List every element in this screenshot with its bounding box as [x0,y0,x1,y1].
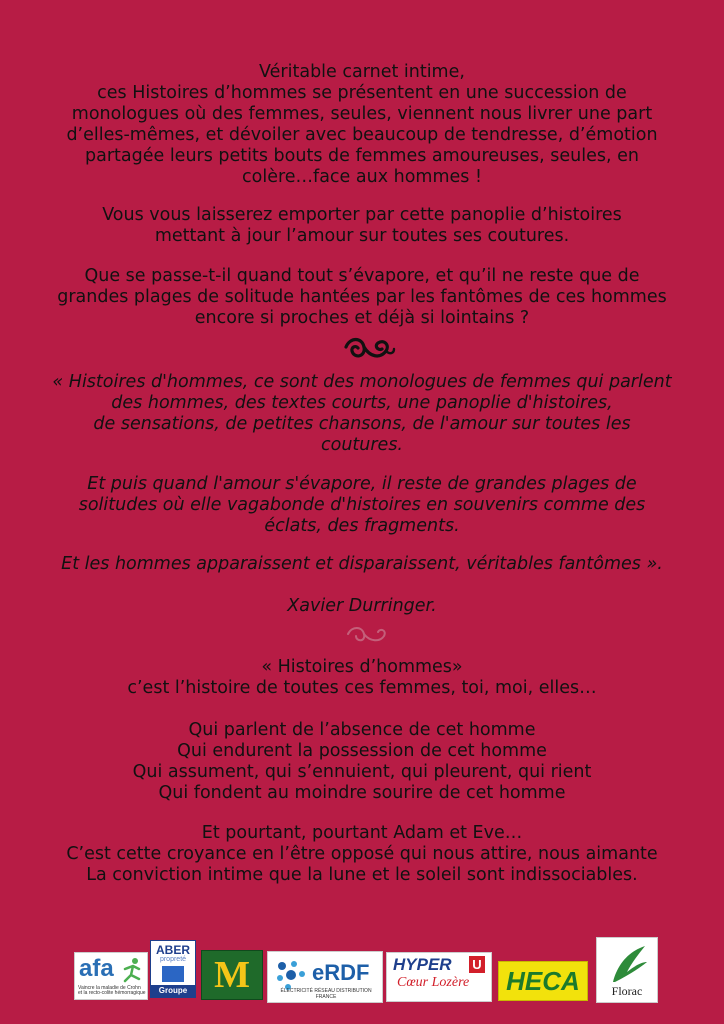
text-line: Qui parlent de l’absence de cet homme [188,720,536,740]
aber-name: ABER [155,943,190,957]
text-line: d’elles-mêmes, et dévoiler avec beaucoup de tendresse, d’émotion [66,125,658,145]
aber-group: Groupe [151,985,195,997]
text-line: partagée leurs petits bouts de femmes amoureuses, seules, en [85,146,639,166]
text-line: encore si proches et déjà si lointains ? [194,308,530,328]
intro-paragraph [20,62,704,188]
text-line: « Histoires d’hommes» [261,657,463,677]
afa-logo-text: afa [79,955,114,982]
flourish-ornament-icon [342,335,396,363]
text-line: c’est l’histoire de toutes ces femmes, toi, moi, elles… [127,678,597,698]
text-line: Et puis quand l'amour s'évapore, il reste de grandes plages de [87,474,637,494]
quote-paragraph [20,372,704,456]
erdf-name: eRDF [312,960,370,985]
text-line: solitudes où elle vagabonde d'histoires en souvenirs comme des [78,495,646,515]
text-line: Et les hommes apparaissent et disparaissent, véritables fantômes ». [61,554,663,574]
text-line: Qui endurent la possession de cet homme [177,741,547,761]
poem-stanza [20,720,704,804]
quote-author [20,596,704,617]
text-line: Et pourtant, pourtant Adam et Eve… [201,823,523,843]
mcdonalds-logo [201,950,263,1000]
leaf-icon [607,942,649,984]
hyper-u-logo [386,952,492,1002]
text-line: colère…face aux hommes ! [242,167,482,187]
aber-subtitle: propreté [159,956,187,963]
sponsor-logos [0,935,724,1015]
text-line: Que se passe-t-il quand tout s’évapore, et qu’il ne reste que de [84,266,640,286]
text-line: C’est cette croyance en l’être opposé qui nous attire, nous aimante [66,844,658,864]
poem-closing [20,823,704,886]
hyper-u-name: HYPER [393,955,452,974]
erdf-logo [267,951,383,1003]
hyper-u-subtitle: Cœur Lozère [397,975,470,990]
aber-emblem-icon [162,966,184,982]
faint-flourish-ornament-icon [344,624,394,644]
text-line: ces Histoires d’hommes se présentent en une succession de [97,83,627,103]
invite-paragraph [20,205,704,247]
quote-closing-line [20,554,704,575]
text-line: coutures. [320,435,403,455]
erdf-tagline: ÉLECTRICITÉ RÉSEAU DISTRIBUTION FRANCE [280,988,372,1000]
afa-logo [74,952,148,1000]
erdf-dots-icon [274,958,308,992]
aber-logo [150,940,196,998]
text-line: Qui fondent au moindre sourire de cet homme [158,783,566,803]
florac-logo [596,937,658,1003]
text-line: des hommes, des textes courts, une panoplie d'histoires, [111,393,613,413]
runner-icon [121,957,145,983]
question-paragraph [20,266,704,329]
quote-paragraph-2 [20,474,704,537]
text-line: éclats, des fragments. [264,516,460,536]
author-name: Xavier Durringer. [287,596,437,616]
text-line: « Histoires d'hommes, ce sont des monologues de femmes qui parlent [52,372,672,392]
heca-logo [498,961,588,1001]
text-line: mettant à jour l’amour sur toutes ses coutures. [154,226,570,246]
text-line: Véritable carnet intime, [259,62,465,82]
florac-name: Florac [611,984,643,998]
text-line: grandes plages de solitude hantées par les fantômes de ces hommes [57,287,667,307]
text-line: Vous vous laisserez emporter par cette panoplie d’histoires [102,205,622,225]
heca-name: HECA [506,966,580,996]
golden-arches-icon: M [214,954,250,996]
text-line: monologues où des femmes, seules, viennent nous livrer une part [71,104,653,124]
text-line: Qui assument, qui s’ennuient, qui pleurent, qui rient [132,762,592,782]
afa-tagline: Vaincre la maladie de Crohn et la recto-colite hémorragique [78,985,146,996]
text-line: de sensations, de petites chansons, de l'amour sur toutes les [93,414,631,434]
hyper-u-badge: U [469,956,485,973]
poem-intro [20,657,704,699]
text-line: La conviction intime que la lune et le soleil sont indissociables. [86,865,638,885]
